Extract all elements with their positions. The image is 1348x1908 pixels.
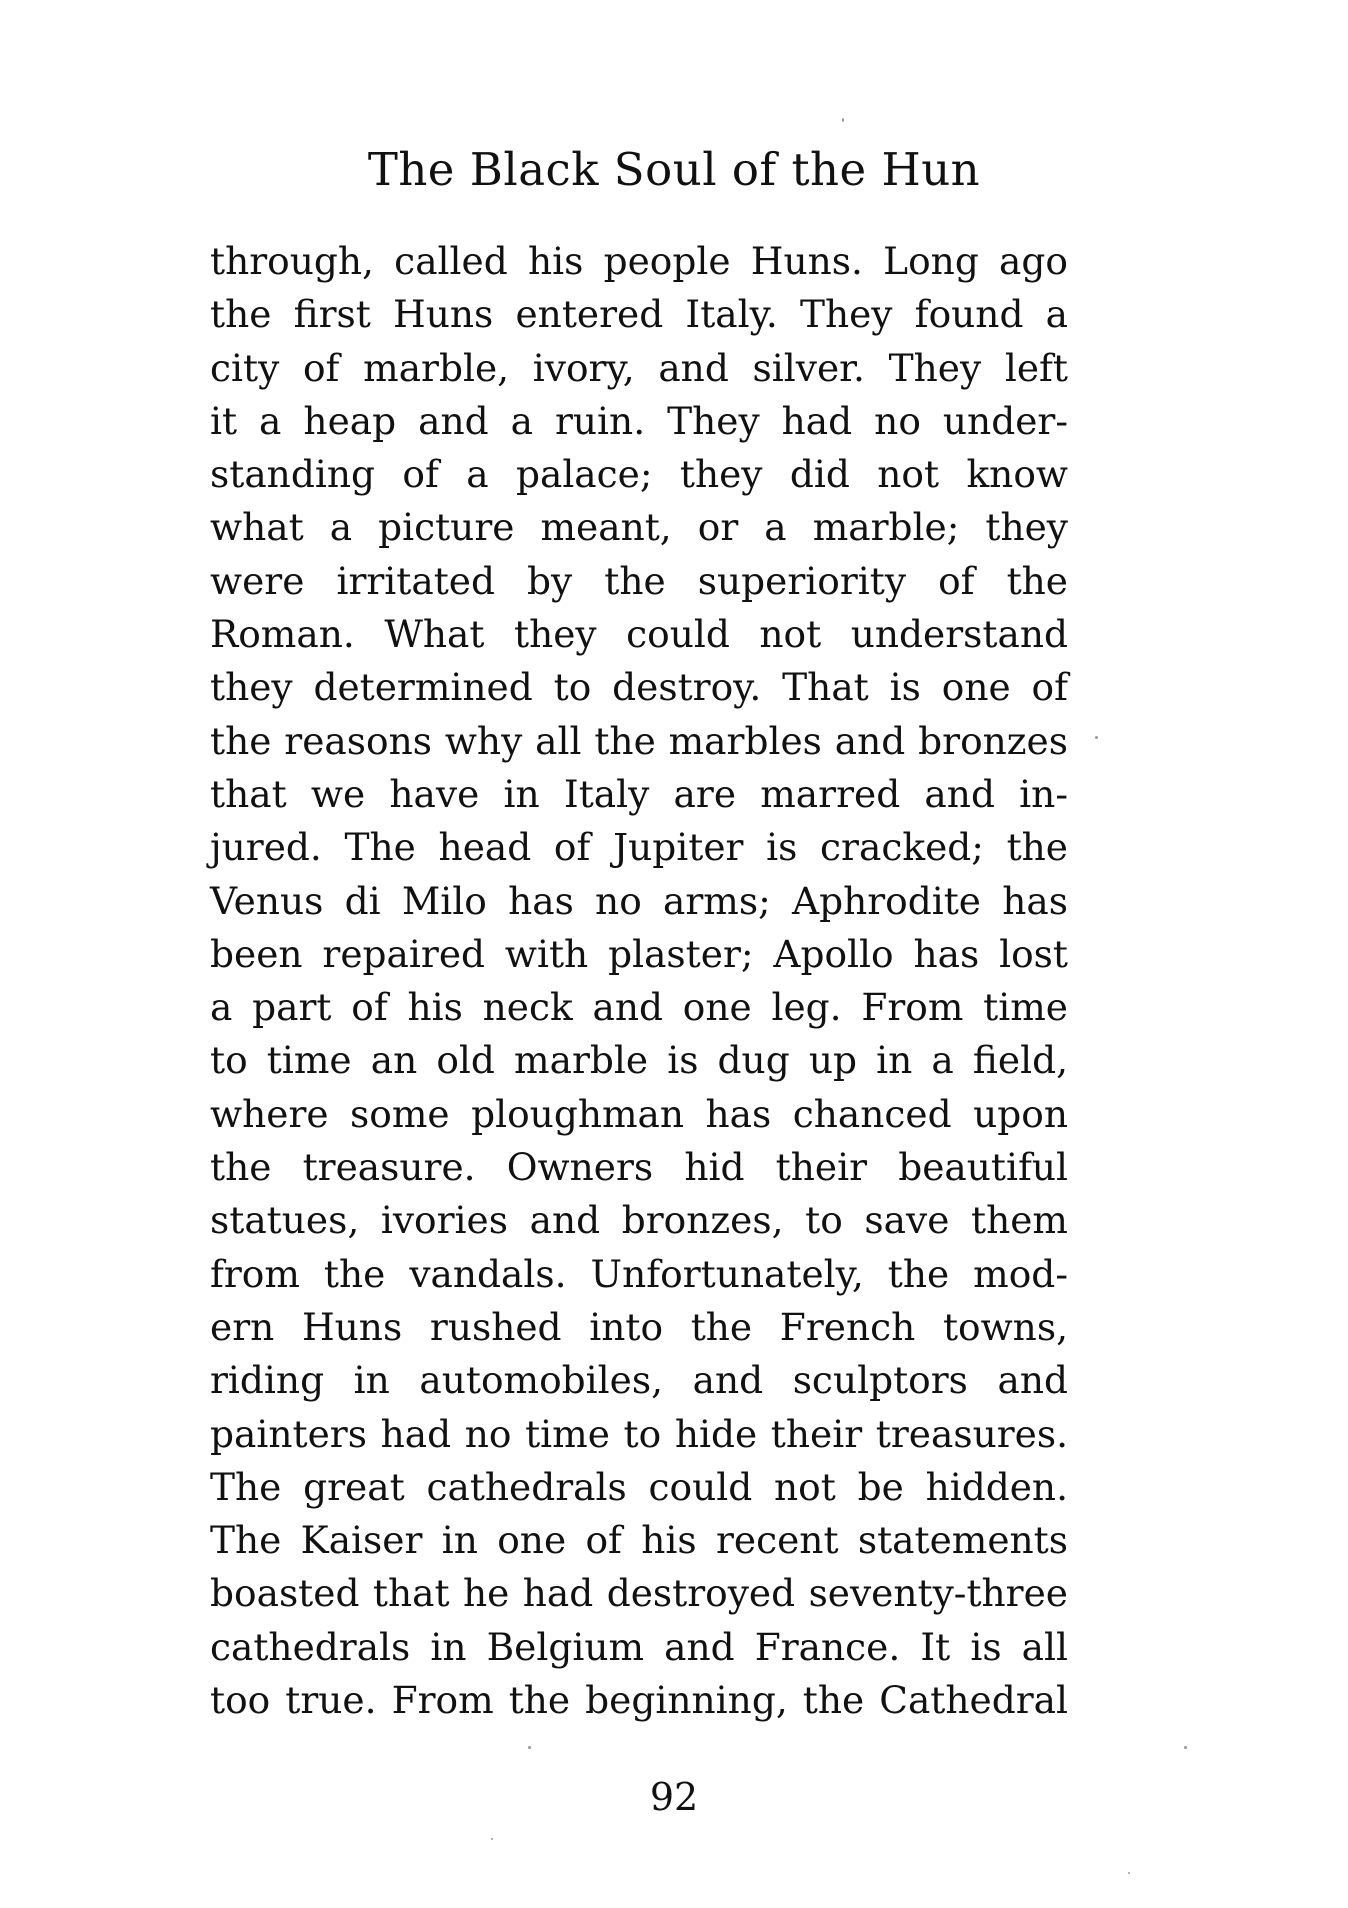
text-line: The great cathedrals could not be hidden. [210, 1464, 1068, 1509]
text-line: city of marble, ivory, and silver. They left [210, 345, 1068, 390]
text-line: ern Huns rushed into the French towns, [210, 1304, 1068, 1349]
scan-speck [528, 1746, 531, 1749]
text-line: to time an old marble is dug up in a field, [210, 1038, 1068, 1083]
text-line: from the vandals. Unfortunately, the mod- [210, 1251, 1068, 1296]
text-line: were irritated by the superiority of the [210, 558, 1068, 603]
scan-speck [1184, 1746, 1187, 1749]
text-line: they determined to destroy. That is one of [210, 665, 1068, 710]
text-line: the first Huns entered Italy. They found a [210, 292, 1068, 337]
text-line: what a picture meant, or a marble; they [210, 505, 1068, 550]
body-text [210, 235, 1068, 1727]
text-line: where some ploughman has chanced upon [210, 1091, 1068, 1136]
text-line: that we have in Italy are marred and in- [210, 771, 1068, 816]
scan-speck [1128, 1872, 1130, 1874]
text-line: standing of a palace; they did not know [210, 452, 1068, 497]
text-line: riding in automobiles, and sculptors and [210, 1358, 1068, 1403]
page-number: 92 [649, 1775, 699, 1819]
text-line: been repaired with plaster; Apollo has lost [210, 931, 1068, 976]
scan-speck [491, 1838, 493, 1840]
text-line: too true. From the beginning, the Cathedral [210, 1678, 1068, 1723]
text-line: jured. The head of Jupiter is cracked; the [210, 825, 1068, 870]
text-line: it a heap and a ruin. They had no under- [210, 398, 1068, 443]
text-line: Roman. What they could not understand [210, 612, 1068, 657]
text-line: The Kaiser in one of his recent statements [210, 1518, 1068, 1563]
text-line: a part of his neck and one leg. From time [210, 985, 1068, 1030]
scan-speck [842, 118, 844, 122]
text-line: cathedrals in Belgium and France. It is all [210, 1624, 1068, 1669]
running-title: The Black Soul of the Hun [367, 143, 981, 196]
text-line: boasted that he had destroyed seventy-three [210, 1571, 1068, 1616]
text-line: the treasure. Owners hid their beautiful [210, 1145, 1068, 1190]
text-line: Venus di Milo has no arms; Aphrodite has [210, 878, 1068, 923]
text-line: painters had no time to hide their treasures. [210, 1411, 1068, 1456]
scan-speck [1095, 736, 1098, 739]
text-line: the reasons why all the marbles and bronzes [210, 718, 1068, 763]
text-line: statues, ivories and bronzes, to save them [210, 1198, 1068, 1243]
text-line: through, called his people Huns. Long ago [210, 239, 1068, 283]
